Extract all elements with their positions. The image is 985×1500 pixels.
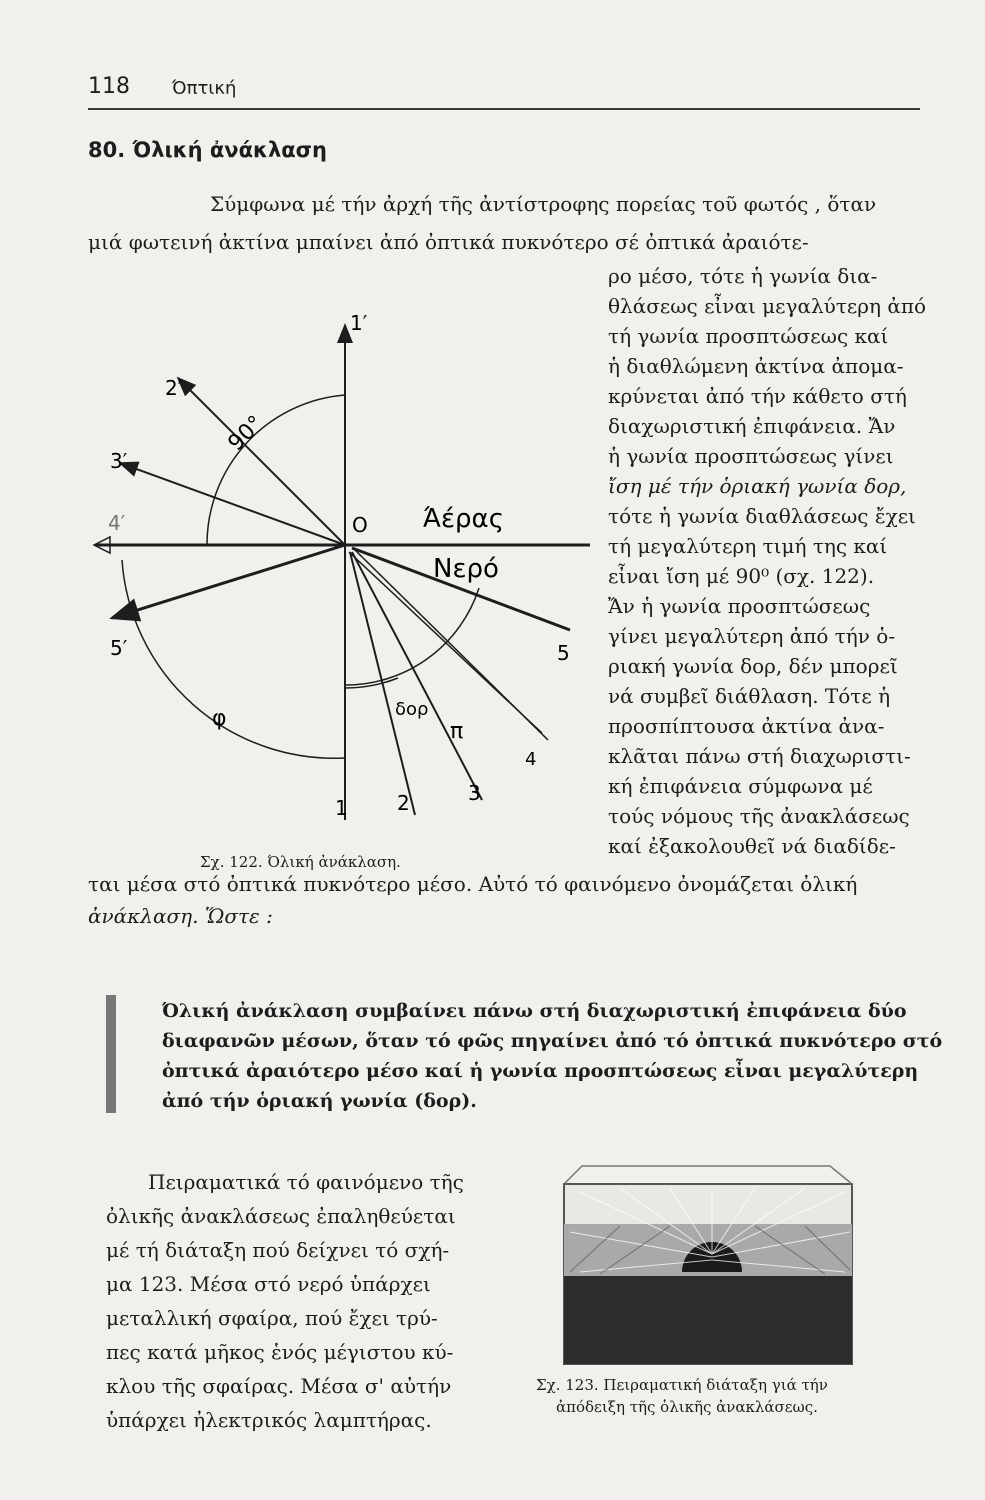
ray-2p: [178, 378, 345, 545]
label-2: 2: [397, 791, 410, 815]
para2-line: κλου τῆς σφαίρας. Μέσα σ' αὐτήν: [106, 1374, 452, 1398]
label-4: 4: [525, 749, 537, 770]
arc-90-deg: [207, 395, 345, 545]
label-5p: 5′: [110, 636, 128, 660]
label-1: 1: [335, 796, 348, 820]
para1-col-line: ριακή γωνία δορ, δέν μπορεῖ: [608, 654, 898, 678]
figure-123-diagram: [560, 1162, 860, 1372]
para2-line: πες κατά μῆκος ἑνός μέγιστου κύ-: [106, 1340, 454, 1364]
arc-phi: [122, 560, 345, 758]
rule-line: ἀπό τήν ὁριακή γωνία (δορ).: [162, 1090, 477, 1112]
label-5: 5: [557, 641, 570, 665]
para2-line: ὀλικῆς ἀνακλάσεως ἐπαληθεύεται: [106, 1204, 456, 1228]
rule-line: διαφανῶν μέσων, ὅταν τό φῶς πηγαίνει ἀπό τό ὀπτικά πυκνότερο στό: [162, 1030, 943, 1052]
para1-col-line: τή μεγαλύτερη τιμή της καί: [608, 534, 888, 558]
running-title: Όπτική: [172, 78, 237, 99]
para1-col-line: κλᾶται πάνω στή διαχωριστι-: [608, 744, 911, 768]
figure-123-caption-line-2: ἀπόδειξη τῆς ὀλικῆς ἀνακλάσεως.: [556, 1398, 818, 1416]
para1-line-2: μιά φωτεινή ἀκτίνα μπαίνει ἀπό ὀπτικά πυκνότερο σέ ὀπτικά ἀραιότε-: [88, 230, 809, 254]
tank-lid: [564, 1166, 852, 1184]
para1-col-line: κρύνεται ἀπό τήν κάθετο στή: [608, 384, 907, 408]
label-3p: 3′: [110, 449, 128, 473]
rule-line: Όλική ἀνάκλαση συμβαίνει πάνω στή διαχωριστική ἐπιφάνεια δύο: [162, 1000, 907, 1022]
ray-5p: [112, 545, 345, 618]
label-delta: δορ: [395, 699, 429, 720]
label-pi: π: [450, 719, 464, 744]
para1-col-line: ρο μέσο, τότε ἡ γωνία δια-: [608, 264, 878, 288]
para2-line: μέ τή διάταξη πού δείχνει τό σχή-: [106, 1238, 450, 1262]
header-rule: [88, 108, 920, 110]
para1-col-line: γίνει μεγαλύτερη ἀπό τήν ὁ-: [608, 624, 896, 648]
para1-col-line: προσπίπτουσα ἀκτίνα ἀνα-: [608, 714, 885, 738]
label-4p: 4′: [108, 511, 126, 535]
para1-col-line: θλάσεως εἶναι μεγαλύτερη ἀπό: [608, 294, 927, 318]
para1-col-line: τή γωνία προσπτώσεως καί: [608, 324, 889, 348]
para1-col-line: ἡ γωνία προσπτώσεως γίνει: [608, 444, 894, 468]
para1-line-1: Σύμφωνα μέ τήν ἀρχή τῆς ἀντίστροφης πορείας τοῦ φωτός , ὅταν: [210, 192, 877, 216]
para1-col-line: Ἄν ἡ γωνία προσπτώσεως: [608, 594, 871, 618]
para2-line: μεταλλική σφαίρα, πού ἔχει τρύ-: [106, 1306, 438, 1330]
page-number: 118: [88, 74, 130, 99]
para1-line-last2: ἀνάκλαση. Ὥστε :: [88, 904, 273, 928]
para1-col-line: ἡ διαθλώμενη ἀκτίνα ἀπομα-: [608, 354, 904, 378]
label-air: Άέρας: [423, 504, 504, 534]
label-90: 90°: [223, 410, 269, 457]
para1-col-line: τότε ἡ γωνία διαθλάσεως ἔχει: [608, 504, 916, 528]
water-dark: [564, 1276, 852, 1364]
para1-col-line: τούς νόμους τῆς ἀνακλάσεως: [608, 804, 910, 828]
para2-line: μα 123. Μέσα στό νερό ὑπάρχει: [106, 1272, 431, 1296]
label-origin: O: [352, 513, 368, 537]
para1-col-line: διαχωριστική ἐπιφάνεια. Ἄν: [608, 414, 896, 438]
label-2p: 2′: [165, 376, 183, 400]
label-3: 3: [468, 781, 481, 805]
para1-line-last1: ται μέσα στό ὀπτικά πυκνότερο μέσο. Αὐτό τό φαινόμενο ὀνομάζεται ὀλική: [88, 872, 858, 896]
label-1p: 1′: [350, 311, 368, 335]
arc-pi: [345, 588, 479, 685]
section-title: 80. Όλική ἀνάκλαση: [88, 138, 327, 162]
para1-col-line: νά συμβεῖ διάθλαση. Τότε ἡ: [608, 684, 891, 708]
rule-line: ὀπτικά ἀραιότερο μέσο καί ἡ γωνία προσπτώσεως εἶναι μεγαλύτερη: [162, 1060, 919, 1082]
rule-box-bar: [106, 995, 116, 1113]
para1-col-line: κή ἐπιφάνεια σύμφωνα μέ: [608, 774, 873, 798]
figure-123-caption-line-1: Σχ. 123. Πειραματική διάταξη γιά τήν: [536, 1376, 828, 1394]
ray-3p: [120, 463, 345, 545]
para2-line: Πειραματικά τό φαινόμενο τῆς: [148, 1170, 464, 1194]
figure-122-caption: Σχ. 122. Όλική ἀνάκλαση.: [200, 853, 401, 871]
para1-col-line: εἶναι ἴση μέ 90⁰ (σχ. 122).: [608, 564, 875, 588]
label-phi: φ: [212, 706, 227, 731]
label-water: Νερό: [433, 554, 499, 584]
para2-line: ὑπάρχει ἠλεκτρικός λαμπτήρας.: [106, 1408, 432, 1432]
para1-col-line: ἴση μέ τήν ὁριακή γωνία δορ,: [608, 474, 907, 498]
figure-122-diagram: [86, 290, 606, 850]
para1-col-line: καί ἐξακολουθεῖ νά διαδίδε-: [608, 834, 896, 858]
